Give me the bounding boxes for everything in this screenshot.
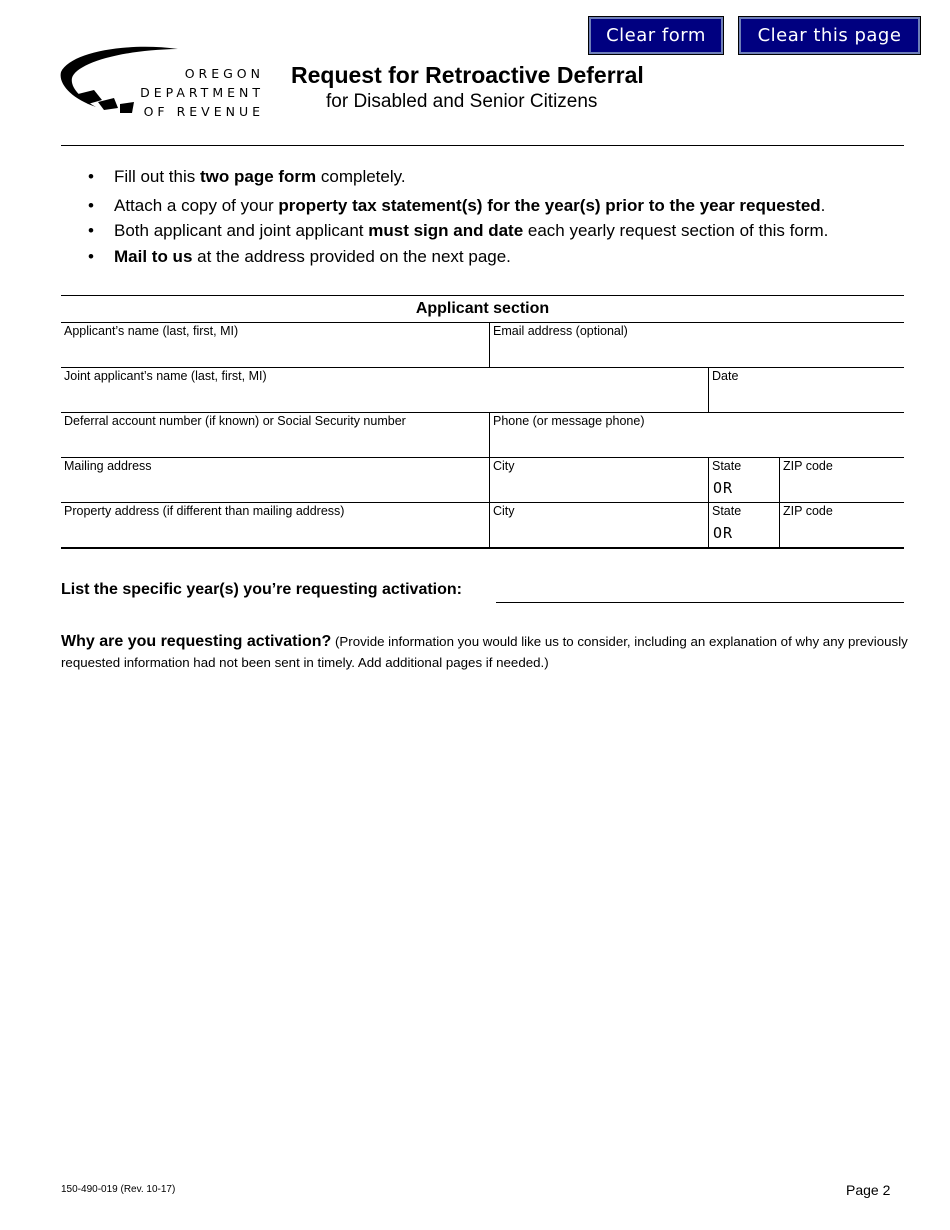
header-divider [61,145,904,146]
form-number: 150-490-019 (Rev. 10-17) [61,1184,176,1195]
why-question: Why are you requesting activation? [61,633,332,650]
row-property [61,503,904,549]
date-field[interactable] [708,368,904,412]
city-label: City [493,459,515,473]
row-mailing [61,458,904,503]
applicant-section [61,295,904,549]
instructions-list [88,167,918,267]
agency-name: OREGON DEPARTMENT OF REVENUE [140,66,264,119]
row-joint [61,368,904,413]
joint-name-label: Joint applicant’s name (last, first, MI) [64,369,267,383]
applicant-section-heading: Applicant section [61,295,904,323]
clear-page-button[interactable]: Clear this page [738,16,921,55]
state-value: OR [713,479,734,497]
property-state-field[interactable] [708,503,779,547]
email-label: Email address (optional) [493,324,628,338]
applicant-name-label: Applicant’s name (last, first, MI) [64,324,239,338]
joint-applicant-name-field[interactable] [61,368,708,412]
account-number-field[interactable] [61,413,489,457]
phone-field[interactable] [489,413,904,457]
why-section [61,631,911,673]
years-input[interactable] [496,602,904,603]
mailing-address-field[interactable] [61,458,489,502]
zip-label: ZIP code [783,504,833,518]
property-zip-field[interactable] [779,503,904,547]
mailing-state-field[interactable] [708,458,779,502]
clear-form-button[interactable]: Clear form [588,16,724,55]
mailing-address-label: Mailing address [64,459,152,473]
page-number: Page 2 [846,1182,891,1198]
mailing-city-field[interactable] [489,458,708,502]
property-address-label: Property address (if different than mailing address) [64,504,345,518]
state-value: OR [713,524,734,542]
date-label: Date [712,369,739,383]
row-applicant [61,323,904,368]
mailing-zip-field[interactable] [779,458,904,502]
city-label: City [493,504,515,518]
row-account [61,413,904,458]
why-textarea[interactable] [61,680,904,1160]
state-label: State [712,504,742,518]
property-address-field[interactable] [61,503,489,547]
page-title: Request for Retroactive Deferral [291,62,644,88]
applicant-name-field[interactable] [61,323,489,367]
instruction-item: • Fill out this two page form completely. [88,167,918,187]
zip-label: ZIP code [783,459,833,473]
state-label: State [712,459,742,473]
why-explanation: (Provide information you would like us to consider, including an explanation of why any previously requested information had not been sent in timely. Add additional pages if needed.) [61,634,908,670]
instruction-item: • Attach a copy of your property tax statement(s) for the year(s) prior to the year requested. [88,196,918,216]
email-field[interactable] [489,323,904,367]
instruction-item: • Both applicant and joint applicant must sign and date each yearly request section of this form. [88,221,918,241]
page-subtitle: for Disabled and Senior Citizens [326,91,598,112]
phone-label: Phone (or message phone) [493,414,645,428]
property-city-field[interactable] [489,503,708,547]
account-number-label: Deferral account number (if known) or Social Security number [64,414,406,428]
instruction-item: • Mail to us at the address provided on the next page. [88,247,918,267]
years-prompt: List the specific year(s) you’re requesting activation: [61,581,462,598]
